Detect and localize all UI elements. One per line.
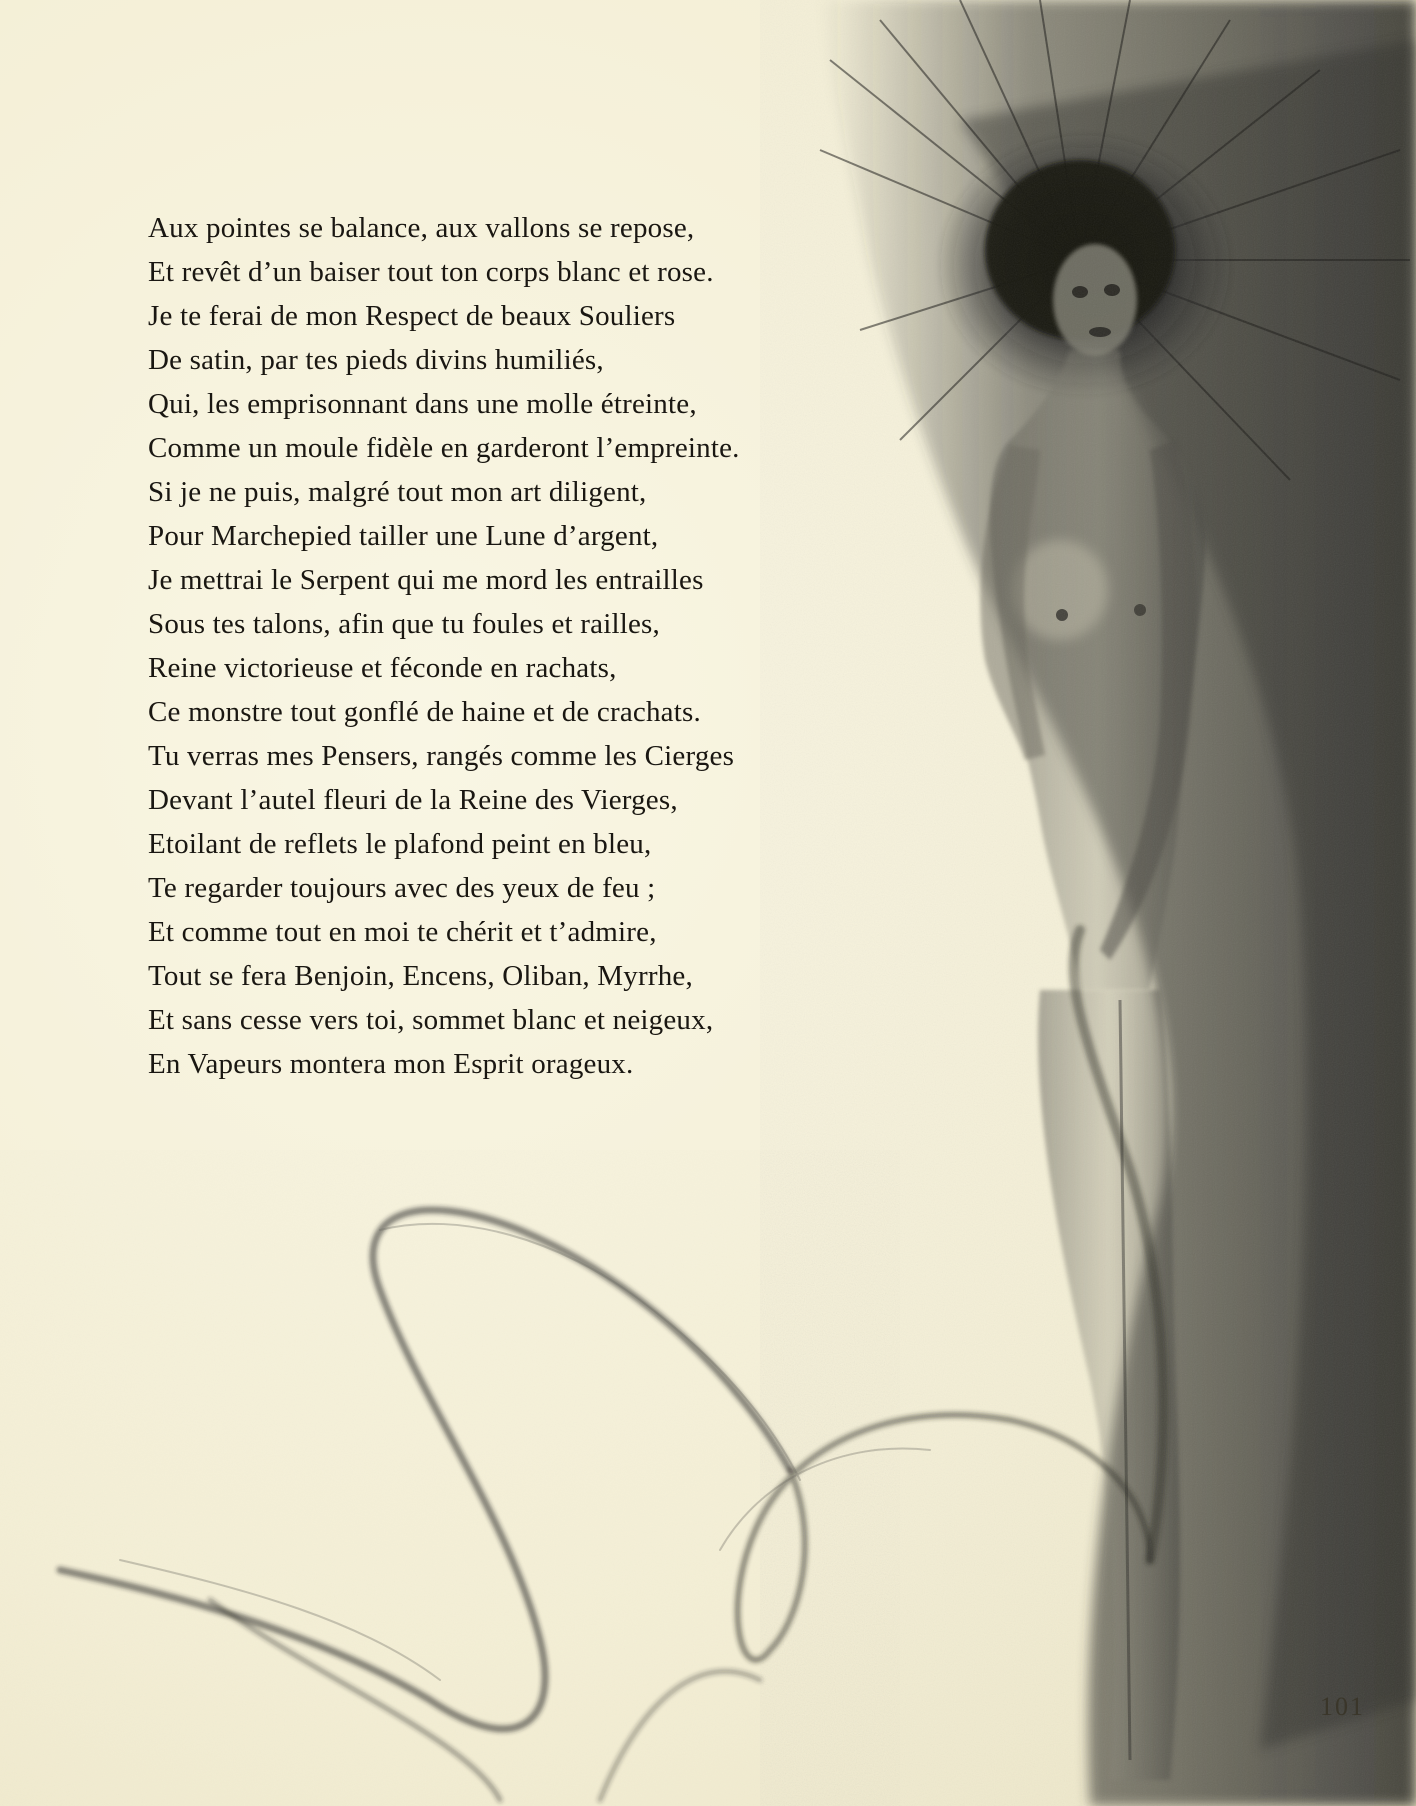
- verse-line: Je te ferai de mon Respect de beaux Souliers: [148, 300, 676, 332]
- verse-line: Je mettrai le Serpent qui me mord les entrailles: [148, 564, 704, 596]
- verse-line: Et sans cesse vers toi, sommet blanc et neigeux,: [148, 1004, 714, 1036]
- verse-line: Si je ne puis, malgré tout mon art diligent,: [148, 476, 647, 508]
- verse-line: Et comme tout en moi te chérit et t’admire,: [148, 916, 657, 948]
- verse-line: Devant l’autel fleuri de la Reine des Vierges,: [148, 784, 678, 816]
- verse-line: Reine victorieuse et féconde en rachats,: [148, 652, 617, 684]
- verse-line: Tu verras mes Pensers, rangés comme les Cierges: [148, 740, 735, 772]
- verse-line: Aux pointes se balance, aux vallons se repose,: [148, 212, 695, 244]
- verse-line: En Vapeurs montera mon Esprit orageux.: [148, 1048, 634, 1080]
- verse-line: Comme un moule fidèle en garderont l’empreinte.: [148, 432, 740, 464]
- verse-line: Te regarder toujours avec des yeux de feu ;: [148, 872, 656, 904]
- verse-line: Etoilant de reflets le plafond peint en bleu,: [148, 828, 652, 860]
- verse-line: Sous tes talons, afin que tu foules et railles,: [148, 608, 660, 640]
- page-number: 101: [1320, 1692, 1365, 1721]
- verse-line: Tout se fera Benjoin, Encens, Oliban, Myrrhe,: [148, 960, 693, 992]
- verse-line: Et revêt d’un baiser tout ton corps blanc et rose.: [148, 256, 714, 288]
- verse-line: De satin, par tes pieds divins humiliés,: [148, 344, 604, 376]
- verse-line: Ce monstre tout gonflé de haine et de crachats.: [148, 696, 701, 728]
- verse-line: Qui, les emprisonnant dans une molle étreinte,: [148, 388, 697, 420]
- verse-line: Pour Marchepied tailler une Lune d’argent,: [148, 520, 659, 552]
- poem-text: [148, 206, 868, 1086]
